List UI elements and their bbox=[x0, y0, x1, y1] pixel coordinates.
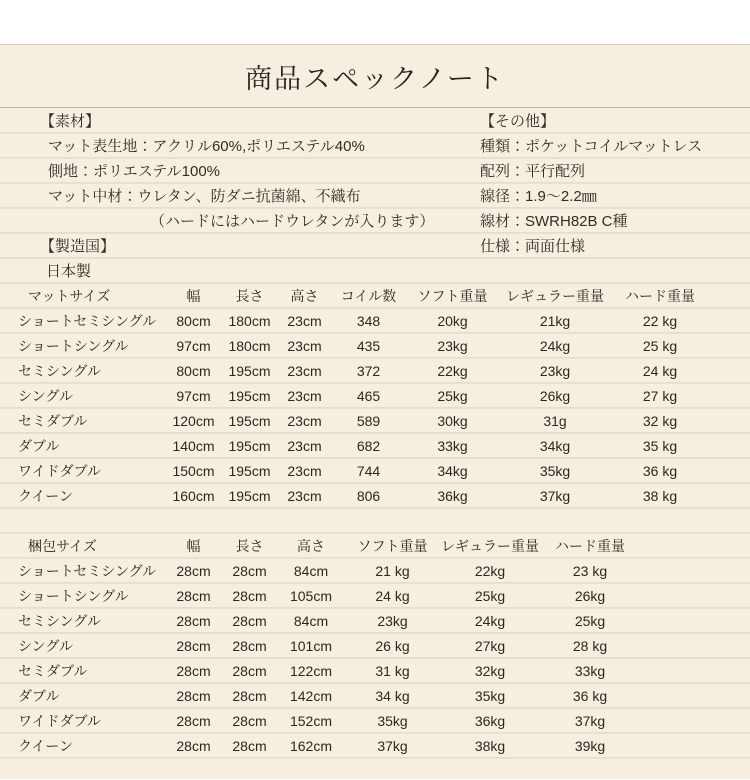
table-cell: セミシングル bbox=[18, 363, 101, 379]
table-cell: 36kg bbox=[474, 713, 506, 729]
table-cell: 195cm bbox=[228, 363, 271, 379]
table-cell: 465 bbox=[356, 388, 381, 404]
table-cell: 26kg bbox=[539, 388, 571, 404]
table-cell: 30kg bbox=[437, 413, 468, 429]
table-cell: 140cm bbox=[172, 438, 215, 454]
table-cell: 21kg bbox=[539, 313, 571, 329]
table-cell: シングル bbox=[18, 388, 73, 404]
table-cell: 34kg bbox=[539, 438, 571, 454]
column-header: ソフト重量 bbox=[357, 538, 428, 554]
table-cell: 195cm bbox=[228, 388, 271, 404]
table-cell: 589 bbox=[356, 413, 381, 429]
table-cell: 23kg bbox=[539, 363, 571, 379]
table-cell: 348 bbox=[356, 313, 381, 329]
table-cell: 682 bbox=[356, 438, 381, 454]
table-row bbox=[0, 384, 710, 409]
table-cell: 28cm bbox=[232, 738, 267, 754]
table-cell: 22 kg bbox=[642, 313, 678, 329]
table-cell: 435 bbox=[356, 338, 381, 354]
column-header: レギュラー重量 bbox=[441, 538, 539, 554]
table-row bbox=[0, 584, 640, 609]
title-band bbox=[0, 45, 750, 108]
table-cell: 23kg bbox=[437, 338, 468, 354]
table-cell: 28cm bbox=[176, 713, 211, 729]
materials-section bbox=[0, 109, 470, 284]
other-line: 仕様：両面仕様 bbox=[480, 238, 586, 255]
table-row bbox=[0, 609, 640, 634]
table-cell: 28cm bbox=[232, 663, 267, 679]
table-cell: 34kg bbox=[437, 463, 468, 479]
table-cell: 806 bbox=[356, 488, 381, 504]
table-cell: 22kg bbox=[474, 563, 506, 579]
table-cell: 25kg bbox=[574, 613, 606, 629]
table-header-row bbox=[0, 534, 640, 559]
table-row bbox=[0, 659, 640, 684]
table-cell: 150cm bbox=[172, 463, 215, 479]
materials-line: 側地：ポリエステル100% bbox=[48, 163, 221, 180]
table-cell: 33kg bbox=[437, 438, 468, 454]
table-cell: 27 kg bbox=[642, 388, 678, 404]
table-cell: 28cm bbox=[176, 663, 211, 679]
table-cell: 23cm bbox=[287, 438, 322, 454]
table-cell: 31 kg bbox=[375, 663, 410, 679]
table-cell: セミダブル bbox=[18, 413, 88, 429]
table-cell: 37kg bbox=[574, 713, 606, 729]
table-cell: 28cm bbox=[176, 638, 211, 654]
table-cell: ショートセミシングル bbox=[18, 313, 157, 329]
table-cell: 25kg bbox=[474, 588, 506, 604]
table-cell: 25kg bbox=[437, 388, 468, 404]
table-cell: ショートセミシングル bbox=[18, 563, 157, 579]
column-header: ソフト重量 bbox=[417, 288, 488, 304]
mat-size-table bbox=[0, 284, 710, 509]
table-cell: 23cm bbox=[287, 313, 322, 329]
table-cell: 24kg bbox=[539, 338, 571, 354]
column-header: 幅 bbox=[186, 538, 201, 554]
table-cell: 744 bbox=[356, 463, 381, 479]
table-cell: 28cm bbox=[176, 588, 211, 604]
page-title: 商品スペックノート bbox=[245, 63, 505, 94]
table-cell: 28cm bbox=[232, 713, 267, 729]
table-cell: ショートシングル bbox=[18, 338, 129, 354]
column-header: マットサイズ bbox=[28, 288, 111, 304]
table-cell: 37kg bbox=[539, 488, 571, 504]
table-cell: 162cm bbox=[289, 738, 333, 754]
table-cell: 26kg bbox=[574, 588, 606, 604]
table-cell: 26 kg bbox=[375, 638, 410, 654]
table-cell: 36 kg bbox=[642, 463, 678, 479]
column-header: レギュラー重量 bbox=[506, 288, 604, 304]
table-cell: 23 kg bbox=[572, 563, 608, 579]
table-row bbox=[0, 359, 710, 384]
materials-line: マット中材：ウレタン、防ダニ抗菌綿、不織布 bbox=[48, 188, 361, 205]
table-cell: 195cm bbox=[228, 463, 271, 479]
table-cell: ダブル bbox=[18, 688, 60, 704]
column-header: ハード重量 bbox=[625, 288, 695, 304]
table-cell: ショートシングル bbox=[18, 588, 129, 604]
other-section bbox=[477, 109, 750, 259]
table-row bbox=[0, 559, 640, 584]
table-cell: 28cm bbox=[232, 588, 267, 604]
table-cell: クイーン bbox=[18, 738, 74, 754]
table-cell: 152cm bbox=[289, 713, 333, 729]
table-cell: 160cm bbox=[172, 488, 215, 504]
table-row bbox=[0, 484, 710, 509]
table-cell: クイーン bbox=[18, 488, 74, 504]
other-line: 線材：SWRH82B C種 bbox=[480, 213, 628, 230]
table-cell: 23cm bbox=[287, 338, 322, 354]
column-header: ハード重量 bbox=[555, 538, 625, 554]
table-cell: 24kg bbox=[474, 613, 506, 629]
materials-note-line: （ハードにはハードウレタンが入ります） bbox=[150, 213, 435, 230]
table-cell: 23cm bbox=[287, 363, 322, 379]
table-cell: 24 kg bbox=[642, 363, 678, 379]
table-row bbox=[0, 409, 710, 434]
table-cell: 37kg bbox=[377, 738, 408, 754]
table-cell: 22kg bbox=[437, 363, 468, 379]
table-cell: 195cm bbox=[228, 488, 271, 504]
table-cell: 25 kg bbox=[642, 338, 678, 354]
other-line: 線径：1.9〜2.2㎜ bbox=[480, 188, 597, 205]
column-header: 長さ bbox=[235, 538, 264, 554]
table-cell: 32kg bbox=[474, 663, 506, 679]
other-heading: 【その他】 bbox=[480, 113, 556, 130]
table-cell: 180cm bbox=[228, 313, 271, 329]
table-cell: 120cm bbox=[172, 413, 215, 429]
table-row bbox=[0, 434, 710, 459]
table-cell: 195cm bbox=[228, 413, 271, 429]
table-cell: セミシングル bbox=[18, 613, 101, 629]
table-cell: 23cm bbox=[287, 388, 322, 404]
table-cell: 84cm bbox=[293, 563, 329, 579]
table-row bbox=[0, 734, 640, 759]
table-cell: ワイドダブル bbox=[18, 463, 102, 479]
table-row bbox=[0, 709, 640, 734]
table-row bbox=[0, 334, 710, 359]
table-cell: 20kg bbox=[437, 313, 468, 329]
table-cell: 105cm bbox=[289, 588, 333, 604]
table-cell: 28cm bbox=[232, 563, 267, 579]
table-cell: 28cm bbox=[176, 613, 211, 629]
table-cell: ワイドダブル bbox=[18, 713, 102, 729]
column-header: コイル数 bbox=[340, 288, 397, 304]
column-header: 高さ bbox=[297, 538, 325, 554]
other-line: 種類：ポケットコイルマットレス bbox=[480, 138, 703, 155]
table-row bbox=[0, 634, 640, 659]
table-cell: 28 kg bbox=[572, 638, 608, 654]
table-cell: 28cm bbox=[232, 638, 267, 654]
table-cell: 80cm bbox=[176, 363, 211, 379]
materials-heading: 【素材】 bbox=[40, 113, 101, 130]
table-cell: シングル bbox=[18, 638, 73, 654]
table-cell: 23cm bbox=[287, 463, 322, 479]
table-cell: 28cm bbox=[176, 563, 211, 579]
other-line: 配列：平行配列 bbox=[480, 163, 586, 180]
package-size-table bbox=[0, 534, 640, 759]
table-cell: 28cm bbox=[176, 688, 211, 704]
table-row bbox=[0, 309, 710, 334]
table-cell: 35kg bbox=[539, 463, 571, 479]
table-cell: 23cm bbox=[287, 413, 322, 429]
table-cell: 34 kg bbox=[375, 688, 410, 704]
table-cell: 195cm bbox=[228, 438, 271, 454]
table-cell: 23kg bbox=[377, 613, 408, 629]
table-cell: 27kg bbox=[474, 638, 506, 654]
country-heading: 【製造国】 bbox=[40, 238, 116, 255]
ruled-notebook-area bbox=[0, 109, 750, 780]
table-cell: 32 kg bbox=[642, 413, 678, 429]
table-header-row bbox=[0, 284, 710, 309]
table-cell: 36 kg bbox=[572, 688, 608, 704]
table-cell: 28cm bbox=[232, 688, 267, 704]
column-header: 幅 bbox=[186, 288, 201, 304]
table-cell: 38 kg bbox=[642, 488, 678, 504]
table-cell: 39kg bbox=[574, 738, 606, 754]
column-header: 長さ bbox=[235, 288, 264, 304]
table-cell: 36kg bbox=[437, 488, 468, 504]
table-cell: 97cm bbox=[176, 388, 211, 404]
table-cell: 35kg bbox=[474, 688, 506, 704]
table-cell: 122cm bbox=[289, 663, 333, 679]
table-cell: 38kg bbox=[474, 738, 506, 754]
country-value: 日本製 bbox=[46, 263, 92, 280]
table-cell: 372 bbox=[356, 363, 381, 379]
table-cell: 33kg bbox=[574, 663, 606, 679]
table-cell: 24 kg bbox=[375, 588, 410, 604]
table-cell: ダブル bbox=[18, 438, 60, 454]
spec-note-paper bbox=[0, 44, 750, 779]
materials-line: マット表生地：アクリル60%,ポリエステル40% bbox=[48, 138, 365, 155]
table-cell: 101cm bbox=[289, 638, 333, 654]
column-header: 高さ bbox=[290, 288, 319, 304]
table-cell: 35 kg bbox=[642, 438, 678, 454]
table-cell: 21 kg bbox=[375, 563, 410, 579]
table-cell: 142cm bbox=[289, 688, 333, 704]
table-cell: 31g bbox=[543, 413, 567, 429]
table-cell: 28cm bbox=[232, 613, 267, 629]
table-cell: 180cm bbox=[228, 338, 271, 354]
table-cell: 23cm bbox=[287, 488, 322, 504]
table-cell: 35kg bbox=[377, 713, 408, 729]
table-cell: 97cm bbox=[176, 338, 211, 354]
table-cell: セミダブル bbox=[18, 663, 88, 679]
table-cell: 80cm bbox=[176, 313, 211, 329]
table-row bbox=[0, 684, 640, 709]
table-cell: 84cm bbox=[293, 613, 329, 629]
table-row bbox=[0, 459, 710, 484]
column-header: 梱包サイズ bbox=[28, 538, 97, 554]
table-cell: 28cm bbox=[176, 738, 211, 754]
